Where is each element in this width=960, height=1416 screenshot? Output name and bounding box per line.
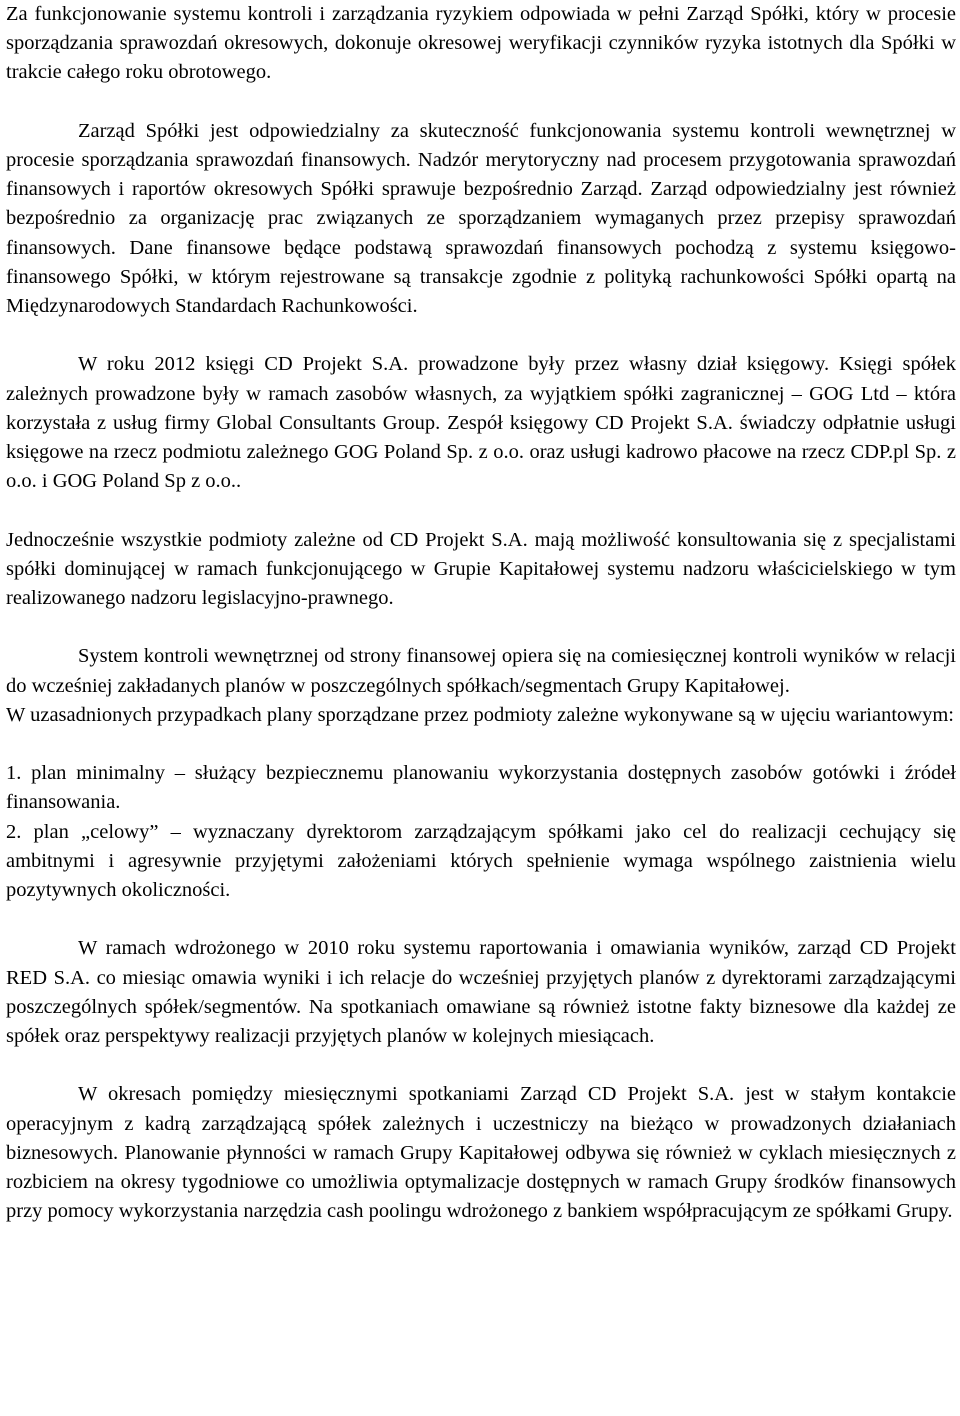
paragraph-spacer [6, 1051, 956, 1080]
paragraph-risk-management-responsibility: Za funkcjonowanie systemu kontroli i zarządzania ryzykiem odpowiada w pełni Zarząd Spółki, który w procesie sporządzania sprawozdań okresowych, dokonuje okresowej weryfikacji czynników ryzyka istotnych dla Spółki w trakcie całego roku obrotowego. [6, 3, 956, 84]
paragraph-spacer [6, 613, 956, 642]
paragraph-variant-plans-intro: W uzasadnionych przypadkach plany sporządzane przez podmioty zależne wykonywane są w ujęciu wariantowym: [6, 703, 954, 726]
list-item-minimal-plan: 1. plan minimalny – służący bezpiecznemu planowaniu wykorzystania dostępnych zasobów gotówki i źródeł finansowania. [6, 762, 956, 814]
paragraph-spacer [6, 496, 956, 525]
list-item-target-plan: 2. plan „celowy” – wyznaczany dyrektorom zarządzającym spółkami jako cel do realizacji cechujący się ambitnymi i agresywnie przyjętymi założeniami których spełnienie wymaga wspólnego zaistnienia wielu pozytywnych okoliczności. [6, 820, 956, 902]
paragraph-consulting-specialists: Jednocześnie wszystkie podmioty zależne od CD Projekt S.A. mają możliwość konsultowania się z specjalistami spółki dominującej w ramach funkcjonującego w Grupie Kapitałowej systemu nadzoru właścicielskiego w tym realizowanego nadzoru legislacyjno-prawnego. [6, 528, 956, 610]
paragraph-spacer [6, 88, 956, 117]
paragraph-spacer [6, 321, 956, 350]
paragraph-reporting-system: W ramach wdrożonego w 2010 roku systemu raportowania i omawiania wyników, zarząd CD Projekt RED S.A. co miesiąc omawia wyniki i ich relacje do wcześniej przyjętych planów z dyrektorami zarządzającymi poszczególnych spółek/segmentów. Na spotkaniach omawiane są również istotne fakty biznesowe dla każdej ze spółek oraz perspektywy realizacji przyjętych planów w kolejnych miesiącach. [6, 937, 956, 1048]
paragraph-internal-control-responsibility: Zarząd Spółki jest odpowiedzialny za skuteczność funkcjonowania systemu kontroli wewnętrznej w procesie sporządzania sprawozdań finansowych. Nadzór merytoryczny nad procesem przygotowania sprawozdań finansowych i raportów okresowych Spółki sprawuje bezpośrednio Zarząd. Zarząd odpowiedzialny jest również bezpośrednio za organizację prac związanych ze sporządzaniem wymaganych przez przepisy sprawozdań finansowych. Dane finansowe będące podstawą sprawozdań finansowych pochodzą z systemu księgowo-finansowego Spółki, w którym rejestrowane są transakcje zgodnie z polityką rachunkowości Spółki opartą na Międzynarodowych Standardach Rachunkowości. [6, 119, 956, 318]
paragraph-spacer [6, 905, 956, 934]
paragraph-spacer [6, 730, 956, 759]
paragraph-financial-control-system: System kontroli wewnętrznej od strony finansowej opiera się na comiesięcznej kontroli wyników w relacji do wcześniej zakładanych planów w poszczególnych spółkach/segmentach Grupy Kapitałowej. [6, 645, 956, 697]
paragraph-accounting-books: W roku 2012 księgi CD Projekt S.A. prowadzone były przez własny dział księgowy. Księgi spółek zależnych prowadzone były w ramach zasobów własnych, za wyjątkiem spółki zagranicznej – GOG Ltd – która korzystała z usług firmy Global Consultants Group. Zespół księgowy CD Projekt S.A. świadczy odpłatnie usługi księgowe na rzecz podmiotu zależnego GOG Poland Sp. z o.o. oraz usługi kadrowo płacowe na rzecz CDP.pl Sp. z o.o. i GOG Poland Sp z o.o.. [6, 353, 956, 493]
paragraph-liquidity-planning: W okresach pomiędzy miesięcznymi spotkaniami Zarząd CD Projekt S.A. jest w stałym kontakcie operacyjnym z kadrą zarządzającą spółek zależnych i uczestniczy na bieżąco w prowadzonych działaniach biznesowych. Planowanie płynności w ramach Grupy Kapitałowej odbywa się również w cyklach miesięcznych z rozbiciem na okresy tygodniowe co umożliwia optymalizacje dostępnych w ramach Grupy środków finansowych przy pomocy wykorzystania narzędzia cash poolingu wdrożonego z bankiem współpracującym ze spółkami Grupy. [6, 1083, 956, 1223]
